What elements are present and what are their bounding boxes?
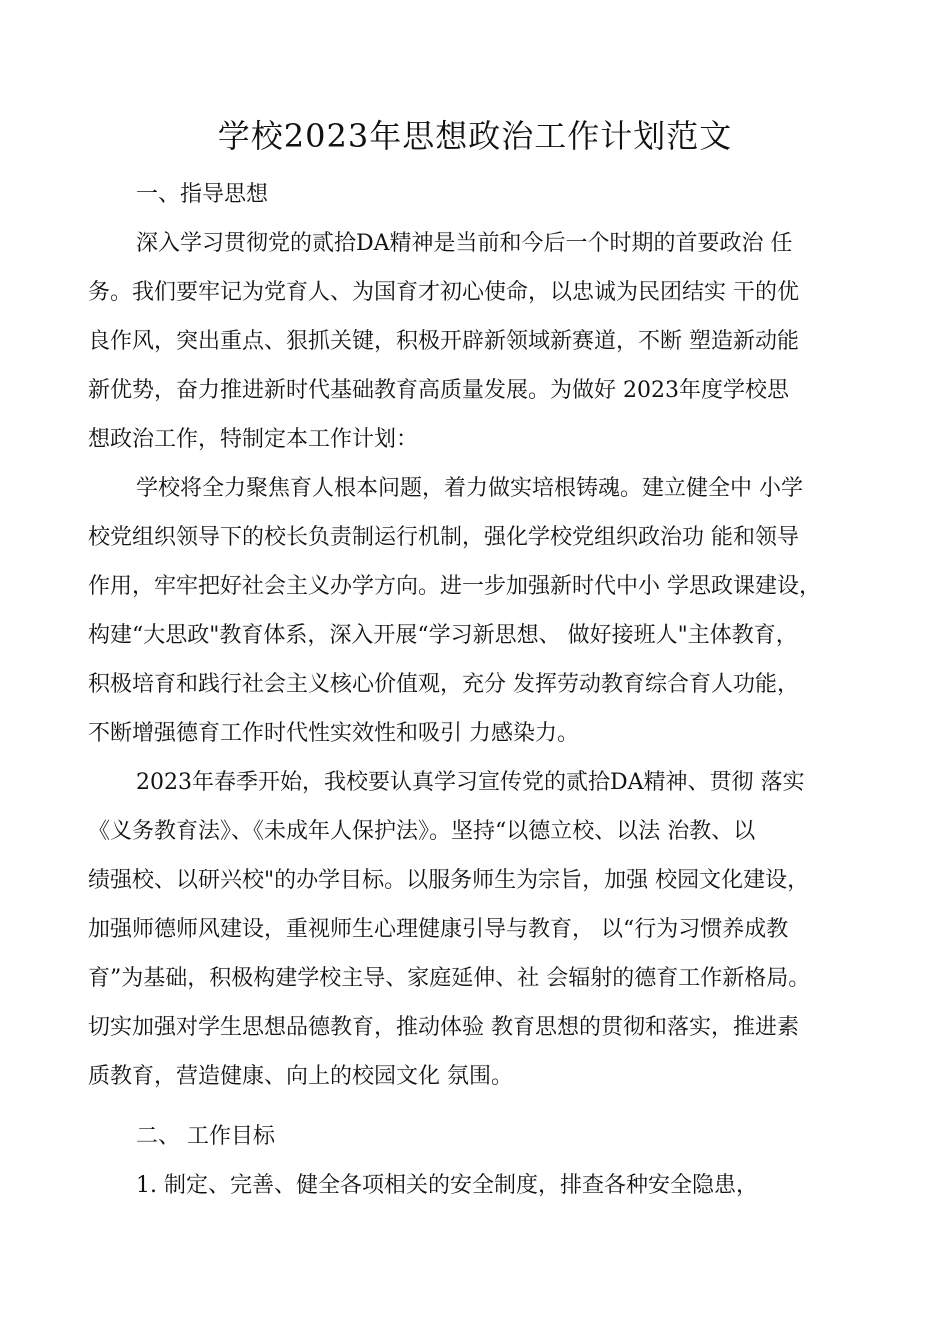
section-heading-work-goals: 二、 工作目标 xyxy=(136,1124,275,1149)
paragraph-line: 想政治工作，特制定本工作计划： xyxy=(88,427,419,452)
paragraph-line: 务。我们要牢记为党育人、为国育才初心使命，以忠诚为民团结实 干的优 xyxy=(88,280,799,305)
paragraph-line: 校党组织领导下的校长负责制运行机制，强化学校党组织政治功 能和领导 xyxy=(88,525,799,550)
document-title: 学校2023年思想政治工作计划范文 xyxy=(217,117,733,155)
paragraph-line: 构建“大思政"教育体系，深入开展“学习新思想、 做好接班人"主体教育， xyxy=(88,623,798,648)
paragraph-line: 作用，牢牢把好社会主义办学方向。进一步加强新时代中小 学思政课建设， xyxy=(88,574,821,599)
paragraph-line: 质教育，营造健康、向上的校园文化 氛围。 xyxy=(88,1064,513,1089)
list-item: 1. 制定、完善、健全各项相关的安全制度，排查各种安全隐患， xyxy=(136,1173,758,1198)
paragraph-line: 新优势，奋力推进新时代基础教育高质量发展。为做好 2023年度学校思 xyxy=(88,378,789,403)
paragraph-line: 良作风，突出重点、狠抓关键，积极开辟新领域新赛道，不断 塑造新动能 xyxy=(88,329,799,354)
paragraph-line: 切实加强对学生思想品德教育，推动体验 教育思想的贯彻和落实，推进素 xyxy=(88,1015,799,1040)
paragraph-line: 2023年春季开始，我校要认真学习宣传党的贰拾DA精神、贯彻 落实 xyxy=(136,770,805,795)
paragraph-line: 积极培育和践行社会主义核心价值观，充分 发挥劳动教育综合育人功能， xyxy=(88,672,799,697)
paragraph-line: 深入学习贯彻党的贰拾DA精神是当前和今后一个时期的首要政治 任 xyxy=(136,231,793,256)
paragraph-line: 绩强校、以研兴校"的办学目标。以服务师生为宗旨，加强 校园文化建设， xyxy=(88,868,810,893)
paragraph-line: 学校将全力聚焦育人根本问题，着力做实培根铸魂。建立健全中 小学 xyxy=(136,476,803,501)
paragraph-line: 《义务教育法》、《未成年人保护法》。坚持“以德立校、以法 治教、以 xyxy=(88,819,756,844)
paragraph-line: 育”为基础，积极构建学校主导、家庭延伸、社 会辐射的德育工作新格局。 xyxy=(88,966,811,991)
section-heading-guiding-ideology: 一、指导思想 xyxy=(136,182,269,207)
paragraph-line: 加强师德师风建设，重视师生心理健康引导与教育， 以“行为习惯养成教 xyxy=(88,917,789,942)
paragraph-line: 不断增强德育工作时代性实效性和吸引 力感染力。 xyxy=(88,721,579,746)
